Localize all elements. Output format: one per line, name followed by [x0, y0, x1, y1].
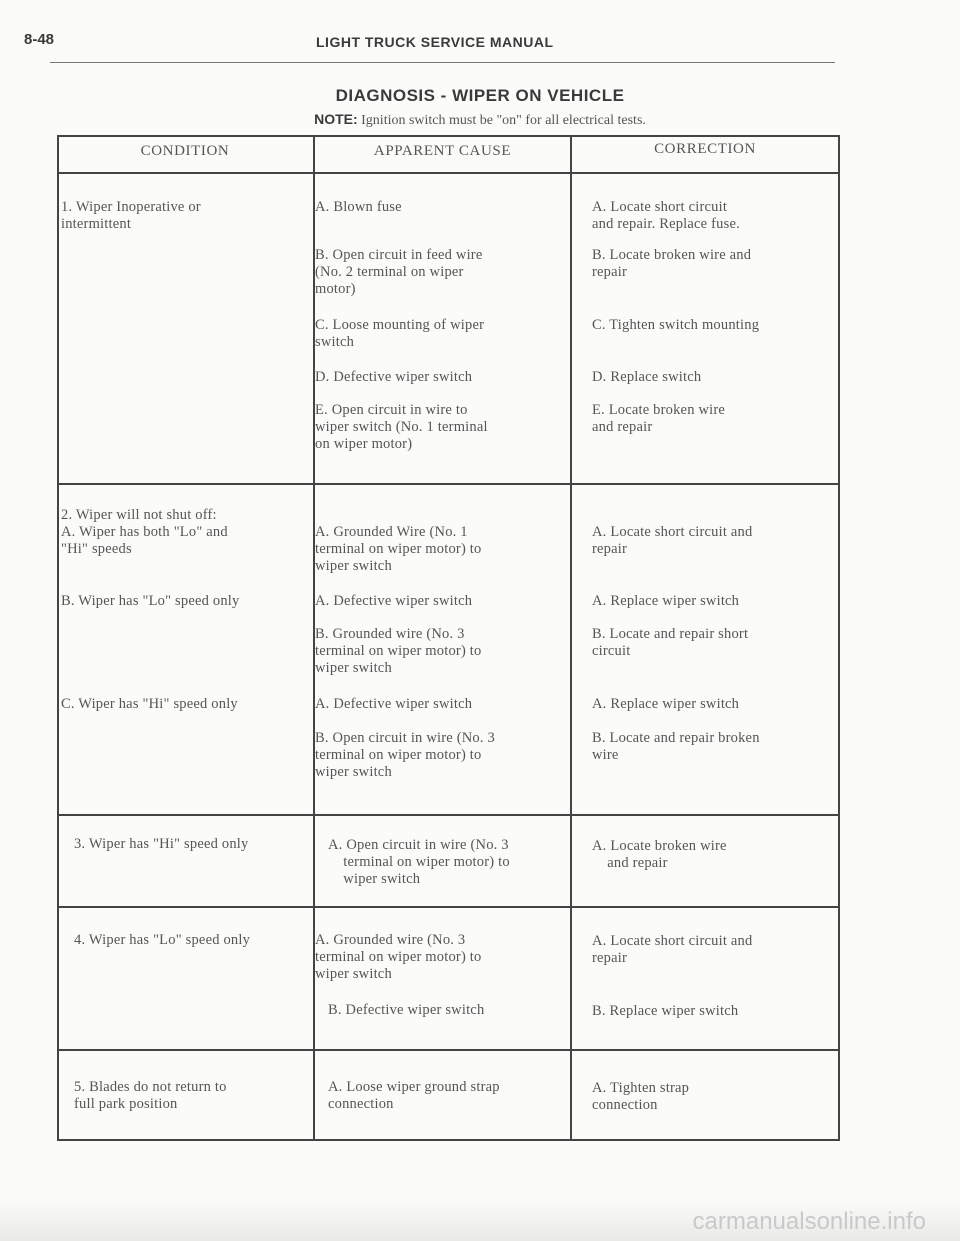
correction-cell: E. Locate broken wire and repair [592, 402, 726, 435]
correction-cell: A. Locate short circuit and repair [592, 933, 753, 966]
table-right-border [838, 135, 840, 1141]
section-divider-1 [57, 483, 840, 485]
table-top-border [57, 135, 840, 137]
watermark: carmanualsonline.info [692, 1208, 926, 1235]
cause-cell: D. Defective wiper switch [315, 369, 473, 385]
section-divider-2 [57, 814, 840, 816]
column-header-correction: CORRECTION [654, 141, 756, 157]
correction-cell: B. Locate and repair broken wire [592, 730, 760, 763]
cause-cell: A. Grounded Wire (No. 1 terminal on wiper motor) to wiper switch [315, 524, 482, 574]
cause-cell: E. Open circuit in wire to wiper switch (No. 1 terminal on wiper motor) [315, 402, 488, 452]
condition-cell: 2. Wiper will not shut off: A. Wiper has both "Lo" and "Hi" speeds [61, 507, 228, 557]
correction-cell: A. Locate short circuit and repair. Replace fuse. [592, 199, 740, 232]
condition-cell: 4. Wiper has "Lo" speed only [74, 932, 251, 948]
cause-cell: A. Blown fuse [315, 199, 402, 215]
correction-cell: D. Replace switch [592, 369, 702, 385]
cause-cell: B. Open circuit in wire (No. 3 terminal on wiper motor) to wiper switch [315, 730, 495, 780]
note-text: Ignition switch must be "on" for all electrical tests. [361, 113, 646, 128]
condition-cell: 5. Blades do not return to full park position [74, 1079, 227, 1112]
condition-cell: 1. Wiper Inoperative or intermittent [61, 199, 201, 232]
cause-cell: B. Open circuit in feed wire (No. 2 terminal on wiper motor) [315, 247, 483, 297]
header-rule [50, 62, 835, 63]
diagnosis-title: DIAGNOSIS - WIPER ON VEHICLE [335, 86, 625, 105]
correction-cell: B. Locate broken wire and repair [592, 247, 752, 280]
column-header-apparent-cause: APPARENT CAUSE [373, 143, 512, 159]
correction-cell: A. Replace wiper switch [592, 696, 740, 712]
cause-cell: B. Defective wiper switch [328, 1002, 485, 1018]
cause-cell: A. Open circuit in wire (No. 3 terminal on wiper motor) to wiper switch [328, 837, 510, 887]
correction-cell: A. Locate short circuit and repair [592, 524, 753, 557]
condition-cell: C. Wiper has "Hi" speed only [61, 696, 238, 712]
cause-cell: C. Loose mounting of wiper switch [315, 317, 485, 350]
condition-cell: B. Wiper has "Lo" speed only [61, 593, 240, 609]
diagnosis-table [57, 135, 840, 1141]
cause-cell: A. Defective wiper switch [315, 696, 473, 712]
cause-cell: B. Grounded wire (No. 3 terminal on wiper motor) to wiper switch [315, 626, 482, 676]
manual-title: LIGHT TRUCK SERVICE MANUAL [316, 34, 554, 50]
correction-cell: B. Replace wiper switch [592, 1003, 739, 1019]
column-header-condition: CONDITION [140, 143, 230, 159]
section-divider-4 [57, 1049, 840, 1051]
correction-cell: A. Replace wiper switch [592, 593, 740, 609]
correction-cell: B. Locate and repair short circuit [592, 626, 749, 659]
cause-cell: A. Loose wiper ground strap connection [328, 1079, 500, 1112]
section-divider-3 [57, 906, 840, 908]
table-header-divider [57, 172, 840, 174]
page-number: 8-48 [24, 31, 55, 48]
correction-cell: C. Tighten switch mounting [592, 317, 760, 333]
column-divider-2 [570, 135, 572, 1141]
note [0, 111, 960, 129]
correction-cell: A. Locate broken wire and repair [592, 838, 727, 871]
condition-cell: 3. Wiper has "Hi" speed only [74, 836, 249, 852]
table-bottom-border [57, 1139, 840, 1141]
table-left-border [57, 135, 59, 1141]
cause-cell: A. Defective wiper switch [315, 593, 473, 609]
correction-cell: A. Tighten strap connection [592, 1080, 690, 1113]
cause-cell: A. Grounded wire (No. 3 terminal on wiper motor) to wiper switch [315, 932, 482, 982]
note-label: NOTE: [314, 111, 358, 127]
